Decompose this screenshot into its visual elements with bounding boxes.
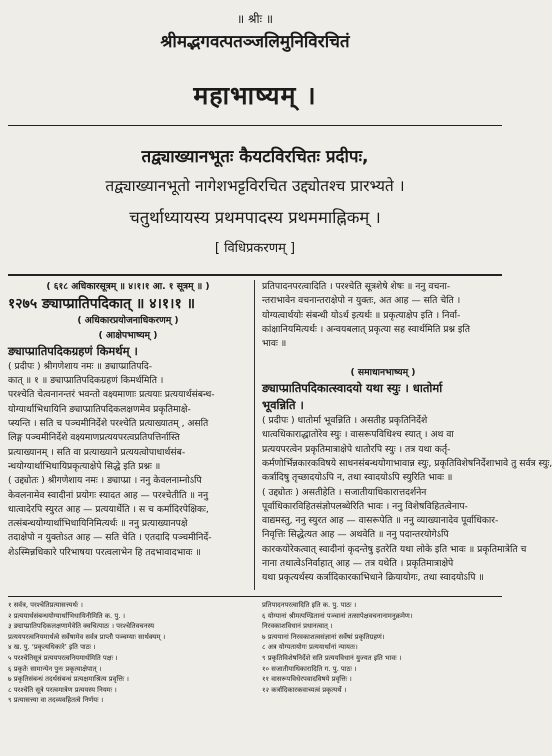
text-line: वाद्यमस्तु, ननु स्युरत आह — वासरूपेति ॥ ननु व्याख्यानादेव पूर्वाधिकार- <box>262 515 499 527</box>
footnote-line: ४ ख. पु. ‘प्रकृत्यधिकारे’ इति पाठः । <box>8 643 96 652</box>
text-line: पूर्वाधिकारविहितसंज्ञोपलब्धेरिति भावः । ननु विशेषविहितत्वेनाप- <box>262 500 468 512</box>
right-column <box>262 280 552 590</box>
text-line: कांक्षानियमित्यर्थः । अन्वयबलात् प्रकृत्या सह स्वार्थमिति प्रश्न इति <box>262 323 471 335</box>
text-line: प्रत्याख्यानम् । सति वा प्रत्याख्याने प्रत्ययत्वोपाधार्थसंब- <box>8 446 186 458</box>
text-line: निवृत्तिः सिद्धेत्यत आह — अथवेति ॥ ननु पदान्तरयोगेऽपि <box>262 529 449 541</box>
text-line: कर्मणोर्भिन्नकारकविषये साधनसंबन्धयोगाभावान्न स्युः, प्रकृतिविशेषनिर्देशाभावे तु सर्वत्र स्युः, <box>262 457 552 469</box>
commentary-heading-1: तद्व्याख्यानभूतः कैयटविरचितः प्रदीपः, <box>141 147 369 167</box>
footnote-line: ७ प्रकृतिसंबन्धं तदर्थसंबन्धं प्रत्यक्षमाश्रित्य प्रवृत्तिः । <box>8 675 129 684</box>
footnote-line: ६ प्रकृतेः सामान्येन पुनः प्रकृत्याक्षेपात् । <box>8 664 102 673</box>
page-title: महाभाष्यम् । <box>193 81 317 110</box>
text-line: धात्वादेरपि स्युरत आह — प्रत्ययार्थेति । स च कर्मादिरपेक्षिकः, <box>8 503 209 515</box>
text-line: प्रत्ययपरत्वेन प्रकृतिमात्राक्षेपे धातोरपि स्युः । तत्र यथा कर्तृ- <box>262 443 451 455</box>
footnote-line: ८ अत्र योग्यतायोगः प्रत्ययार्थानां न्यायतः। <box>262 643 358 652</box>
text-line: न्धयोग्यार्थाभिधायिप्रकृत्याक्षेपे सिद्धे इति प्रश्नः ॥ <box>8 460 161 472</box>
text-line: ङ्याप्प्रातिपदिकात्स्वादयो यथा स्युः । धातोर्मा <box>262 381 443 396</box>
text-line: ( उद्द्योतः ) श्रीगणेशाय नमः । ङ्याप्प्रा । ननु केवलनाम्नोऽपि <box>8 475 202 487</box>
footnote-line: १ सर्वत्र, परश्चेतिप्रत्यासत्त्यर्थः । <box>8 601 83 609</box>
text-line: लिङ्ग पञ्चमीनिर्देशे वक्ष्यमाणप्रत्ययपरत्वप्रतिपत्तिर्नास्ति <box>8 432 180 444</box>
text-line: तदाक्षेपो न युक्तोऽत आह — सति चेति । एतदादि पञ्चमीनिर्दे- <box>8 532 212 544</box>
footnote-line: प्रत्ययपरत्वनियमार्थत्वे सर्वेषामेव सर्वत्र प्राप्तौ पञ्चम्याः सार्थक्यम् । <box>8 632 166 641</box>
text-line: १२७५ ङ्याप्प्रातिपदिकात् ॥ ४।१।१ ॥ <box>8 296 196 313</box>
text-line: नाना तथात्वेऽनिर्वाहात् आह — तत्र यथेति । प्रकृतिमात्राक्षेपे <box>262 558 454 570</box>
footnote-line: ५ परश्चेतिसूत्रं प्रत्ययपरत्वनियमार्थमिति पक्षः । <box>8 653 118 662</box>
text-line: तत्संबन्धयोग्यार्थाभिधायिनिमित्यर्थः ॥ ननु प्रत्याख्यानपक्षे <box>8 518 188 530</box>
footnotes-right <box>262 600 504 750</box>
footnote-line: ९ प्रकृतिविशेषनिर्देशे सति प्रत्ययविधानं युज्यत इति भावः । <box>262 653 402 662</box>
footnote-line: प्रतिपादनपरत्वादिति इति क. पु. पाठः । <box>262 601 357 609</box>
footnote-divider <box>8 596 502 597</box>
text-line: केवलनामेव स्वादीनां प्रयोगः स्यादत आह — परश्चेतीति ॥ ननु <box>8 489 209 501</box>
title-divider <box>8 125 502 126</box>
text-line: कर्त्रादिषु तृच्छादयोऽपि न, तथा स्वादयोऽपि स्युरिति भावः ॥ <box>262 472 453 484</box>
footnote-line: ३ ङ्याप्प्रातिपदिकलक्षणामेवेति क्वचित्पाठः । परश्चेतिवचनस्य <box>8 622 155 631</box>
footnote-line: १० सजातीयाधिकारादिति ग. पु. पाठः । <box>262 664 357 673</box>
section-label: [ विधिप्रकरणम् ] <box>214 241 296 256</box>
text-line <box>262 351 504 365</box>
footnote-line: निरवकाशविधानं प्रधानत्वात् । <box>262 622 333 631</box>
invocation: ॥ श्रीः ॥ <box>236 12 274 26</box>
text-line: ( प्रदीपः ) धातोर्मा भूवन्निति । असतीह प्रकृतिनिर्देशे <box>262 415 428 427</box>
footnote-line: २ प्रत्ययार्थसंबन्धयोग्यार्थाभिधायिनीमिति क. पु. । <box>8 611 126 620</box>
footnotes-left <box>8 600 248 750</box>
text-line: ( आक्षेपभाष्यम् ) <box>98 329 158 341</box>
text-line: शेऽस्मिन्नधिकारे परिभाषया परत्वलाभेन हि तदभावादभावः ॥ <box>8 546 201 558</box>
text-line: योग्यार्थाभिधायिनि ङ्याप्प्रातिपदिकलक्षणमेव प्रकृतिमाक्षे- <box>8 403 191 415</box>
column-divider <box>254 280 255 590</box>
footnote-line: ११ वासरूपविधेरपवादविषये प्रवृत्तिः । <box>262 675 352 684</box>
text-line: योग्यत्वार्थयोः संबन्धी योऽर्थ इत्यर्थः ॥ प्रकृत्याक्षेप इति । निर्वा- <box>262 309 461 321</box>
section-divider <box>8 274 502 276</box>
footnote-line: ६ योग्यानां श्रीमत्पण्डितानां पञ्चानां तत्सापेक्षवचनानामनुक्रमेण। <box>262 611 413 620</box>
text-line: भावः ॥ <box>262 338 287 350</box>
work-attribution: श्रीमद्भगवत्पतञ्जलिमुनिविरचितं <box>160 32 350 52</box>
footnote-line: ८ परश्चेति सूत्रे परत्वमात्रेण प्रत्ययस्य नियमः । <box>8 685 117 694</box>
text-line: ( ६१८ अधिकारसूत्रम् ॥ ४।१।१ आ. १ सूत्रम् ॥ ) <box>46 281 210 292</box>
footnote-line: ७ प्रत्ययानां निरवकाशत्वसंज्ञानां सर्वेषां प्रकृतिग्रहणं। <box>262 632 385 641</box>
text-line: ( अधिकारप्रयोजनाधिकरणम् ) <box>77 315 179 327</box>
text-line: ( उद्द्योतः ) असतीहेति । सजातीयाधिकारात्तदर्शनेन <box>262 486 427 498</box>
footnote-line: १२ कर्त्रादिकारकवाच्यत्वं प्रकृत्यर्थे । <box>262 685 347 694</box>
text-line: धात्वधिकाराद्धातोरेव स्युः । वासरूपविधिश्च स्यात् । अथ वा <box>262 429 454 441</box>
left-column <box>8 280 248 590</box>
text-line: ( समाधानभाष्यम् ) <box>350 366 416 378</box>
chapter-heading: चतुर्थाध्यायस्य प्रथमपादस्य प्रथममाह्निकम् । <box>129 208 381 227</box>
text-line: प्स्यन्ति । सति च पञ्चमीनिर्देशे परश्चेति प्रत्याख्यातम् , असति <box>8 418 209 430</box>
footnote-line: ९ प्रत्यासत्त्या वा तदव्यवहितत्वे निर्णयः । <box>8 696 104 705</box>
text-line: ( प्रदीपः ) श्रीगणेशाय नमः ॥ ङ्याप्प्रातिपदि- <box>8 360 153 372</box>
text-line: परश्चेति चेत्वनानन्तरं भवन्तो वक्ष्यमाणाः प्रत्ययाः प्रत्ययार्थसंबन्ध- <box>8 389 215 401</box>
text-line: ङ्याप्प्रातिपदिकग्रहणं किमर्थम् । <box>8 343 138 358</box>
text-line: भूवन्निति । <box>262 398 304 413</box>
text-line: कात् ॥ १ ॥ ङ्याप्प्रातिपदिकग्रहणं किमर्थमिति । <box>8 375 164 387</box>
commentary-heading-2: तद्व्याख्यानभूतो नागेशभट्टविरचित उद्द्योतश्च प्रारभ्यते । <box>105 177 405 195</box>
text-line: कारकयोरेकत्वात् स्वादीनां कृदन्तेषु इतरेति यथा लोके इति भावः ॥ प्रकृतिमात्रेति च <box>262 543 527 555</box>
text-line: प्रतिपादनपरत्वादिति । परश्चेति सूत्रशेषे शेषः ॥ ननु वचना- <box>262 281 451 292</box>
text-line: यथा प्रकृत्यर्थस्य कर्त्रादिकारकाभिधाने क्रियायोगः, तथा स्वादयोऽपि ॥ <box>262 572 484 584</box>
text-line: न्तराभावेन वचनान्तराक्षेपो न युक्तः, अत आह — सति चेति । <box>262 295 461 307</box>
